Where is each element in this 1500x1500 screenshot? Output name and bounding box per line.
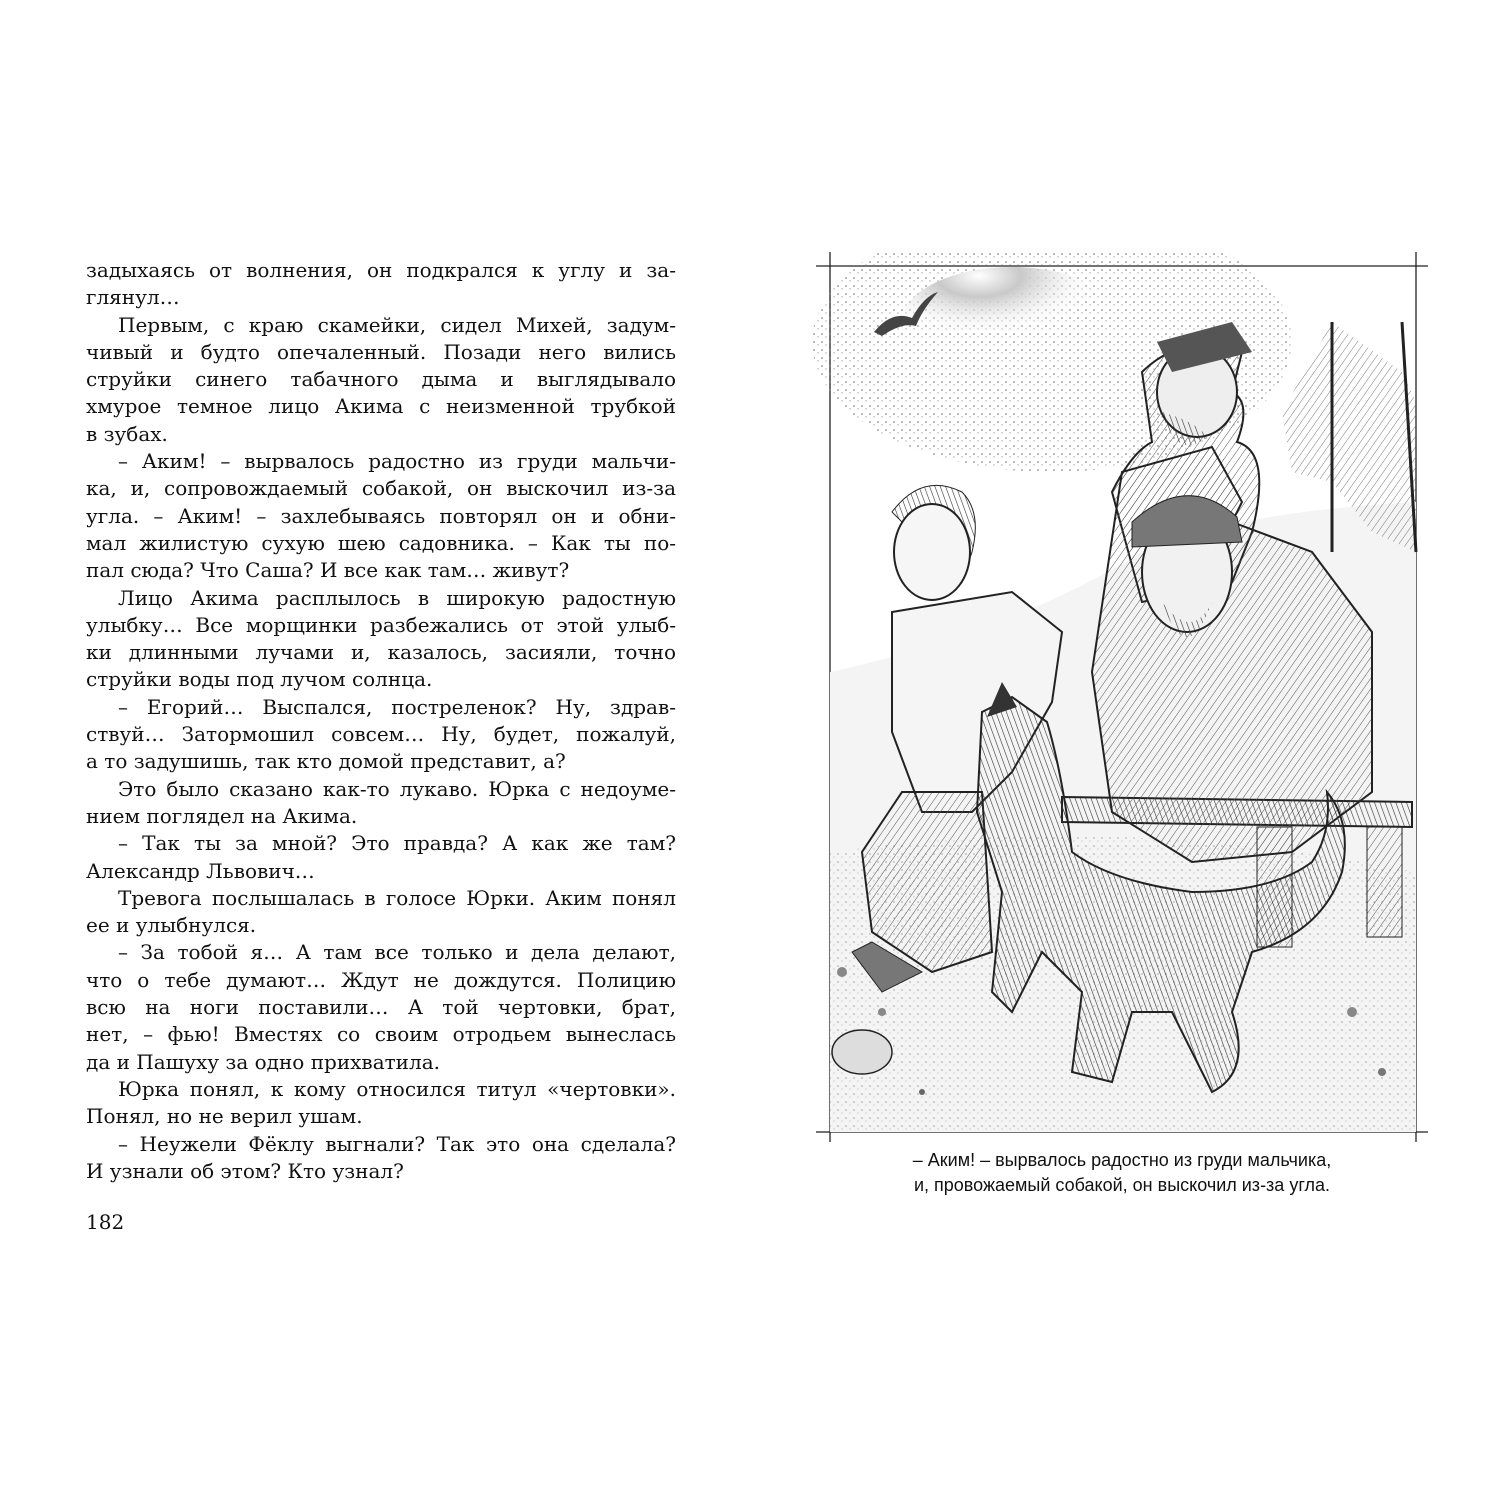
text-line: глянул… <box>86 285 180 310</box>
text-line: задыхаясь от волнения, он подкрался к углу и за- <box>86 258 676 282</box>
text-line: мал жилистую сухую шею садовника. – Как ты по- <box>86 530 676 555</box>
text-line: Понял, но не верил ушам. <box>86 1104 363 1129</box>
text-line: чивый и будто опечаленный. Позади него вились <box>86 339 676 364</box>
text-line: – Аким! – вырвалось радостно из груди мальчи- <box>118 449 676 474</box>
text-line: Это было сказано как-то лукаво. Юрка с недоуме- <box>118 776 676 801</box>
text-line: – Неужели Фёклу выгнали? Так это она сделала? <box>118 1131 676 1156</box>
text-line: хмурое темное лицо Акима с неизменной трубкой <box>86 394 676 419</box>
illustration-caption <box>812 1148 1432 1198</box>
text-line: а то задушишь, так кто домой представит, а? <box>86 749 566 774</box>
illustration <box>812 252 1432 1142</box>
text-line: Юрка понял, к кому относился титул «чертовки». <box>118 1076 676 1101</box>
page-text <box>86 257 676 1185</box>
text-line: всю на ноги поставили… А той чертовки, брат, <box>86 995 676 1020</box>
text-line: улыбку… Все морщинки разбежались от этой улыб- <box>86 612 676 637</box>
text-line: струйки синего табачного дыма и выглядывало <box>86 367 676 392</box>
text-line: пал сюда? Что Саша? И все как там… живут? <box>86 558 570 583</box>
text-line: – Егорий… Выспался, постреленок? Ну, здрав- <box>118 694 676 719</box>
text-line: ствуй… Затормошил совсем… Ну, будет, пожалуй, <box>86 722 676 747</box>
text-line: струйки воды под лучом солнца. <box>86 667 433 692</box>
text-line: нием поглядел на Акима. <box>86 803 358 828</box>
text-line: ки длинными лучами и, казалось, засияли, точно <box>86 640 676 665</box>
text-line: ее и улыбнулся. <box>86 913 257 938</box>
text-line: в зубах. <box>86 421 168 446</box>
text-line: – Так ты за мной? Это правда? А как же там? <box>118 831 676 856</box>
text-line: угла. – Аким! – захлебываясь повторял он и обни- <box>86 503 676 528</box>
caption-line-1: – Аким! – вырвалось радостно из груди мальчика, <box>912 1150 1332 1170</box>
page-number: 182 <box>86 1210 125 1234</box>
text-line: Первым, с краю скамейки, сидел Михей, задум- <box>118 312 676 337</box>
text-line: нет, – фью! Вместях со своим отродьем вынеслась <box>86 1022 676 1047</box>
text-line: И узнали об этом? Кто узнал? <box>86 1158 404 1183</box>
text-line: Александр Львович… <box>86 858 315 883</box>
text-line: ка, и, сопровождаемый собакой, он выскочил из-за <box>86 476 676 501</box>
text-line: Лицо Акима расплылось в широкую радостную <box>118 585 676 610</box>
text-line: Тревога послышалась в голосе Юрки. Аким понял <box>118 885 676 910</box>
text-line: да и Пашуху за одно прихватила. <box>86 1049 440 1074</box>
caption-line-2: и, провожаемый собакой, он выскочил из-за угла. <box>913 1175 1331 1195</box>
text-line: что о тебе думают… Ждут не дождутся. Полицию <box>86 967 676 992</box>
text-line: – За тобой я… А там все только и дела делают, <box>118 940 676 965</box>
